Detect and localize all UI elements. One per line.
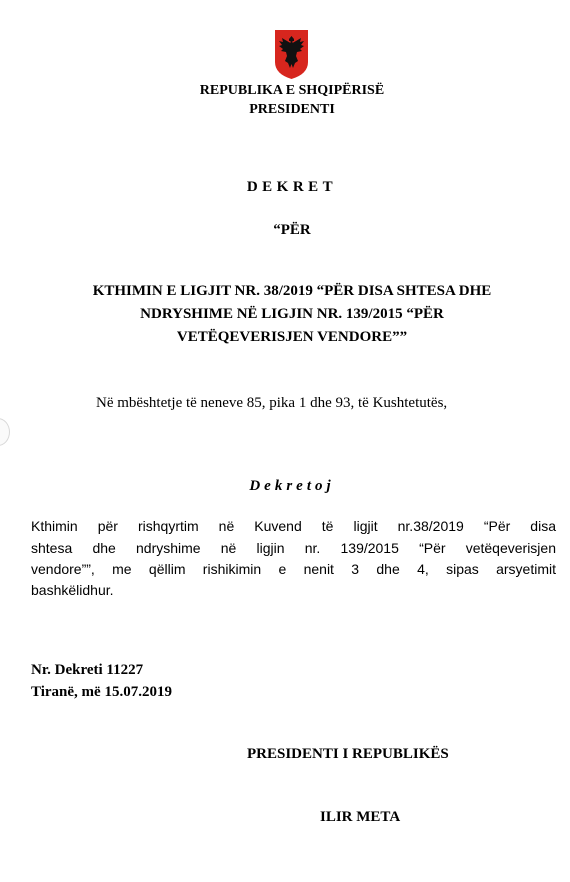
republic-name: REPUBLIKA E SHQIPËRISË: [199, 83, 385, 98]
office-name: PRESIDENTI: [249, 102, 335, 117]
albanian-eagle-emblem-icon: [273, 28, 310, 80]
signatory-title: PRESIDENTI I REPUBLIKËS: [247, 746, 449, 762]
decree-title-line: NDRYSHIME NË LIGJIN NR. 139/2015 “PËR: [140, 306, 444, 322]
legal-basis: Në mbështetje të neneve 85, pika 1 dhe 93, të Kushtetutës,: [96, 395, 448, 411]
document-heading: DEKRET: [246, 179, 338, 195]
signatory-name: ILIR META: [320, 809, 401, 825]
decree-number: Nr. Dekreti 11227: [31, 662, 144, 678]
body-text-line: bashkëlidhur.: [31, 582, 114, 598]
decree-title-line: KTHIMIN E LIGJIT NR. 38/2019 “PËR DISA SHTESA DHE: [92, 283, 492, 299]
subject-prefix: “PËR: [273, 222, 311, 238]
page-edge-mark: [0, 418, 10, 446]
decree-verb: Dekretoj: [249, 478, 335, 494]
decree-title-line: VETËQEVERISJEN VENDORE””: [176, 329, 408, 345]
body-text-line: shtesa dhe ndryshime në ligjin nr. 139/2015 “Për vetëqeverisjen: [31, 540, 556, 556]
body-text-line: Kthimin për rishqyrtim në Kuvend të ligjit nr.38/2019 “Për disa: [31, 518, 556, 534]
place-date: Tiranë, më 15.07.2019: [31, 684, 172, 700]
body-text-line: vendore””, me qëllim rishikimin e nenit 3 dhe 4, sipas arsyetimit: [31, 561, 556, 577]
